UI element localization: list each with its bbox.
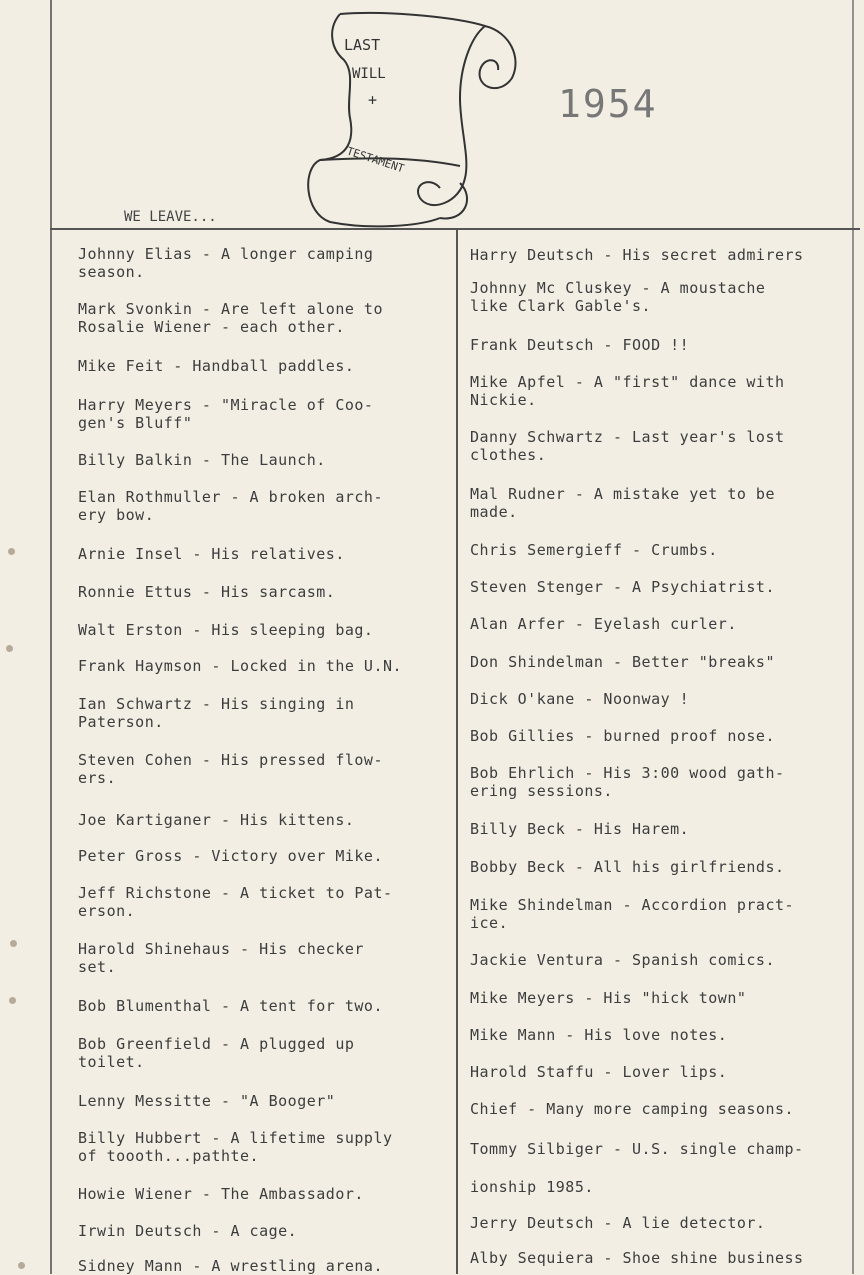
list-item: Jerry Deutsch - A lie detector. <box>470 1214 766 1232</box>
list-item: Howie Wiener - The Ambassador. <box>78 1185 364 1203</box>
list-item: Billy Hubbert - A lifetime supply of toooth...pathte. <box>78 1129 393 1165</box>
list-item: Mike Feit - Handball paddles. <box>78 357 355 375</box>
punch-hole <box>10 940 17 947</box>
list-item: Mike Apfel - A "first" dance with Nickie. <box>470 373 785 409</box>
list-item: ionship 1985. <box>470 1178 594 1196</box>
list-item: Dick O'kane - Noonway ! <box>470 690 690 708</box>
list-item: Lenny Messitte - "A Booger" <box>78 1092 336 1110</box>
list-item: Bob Greenfield - A plugged up toilet. <box>78 1035 355 1071</box>
list-item: Bob Gillies - burned proof nose. <box>470 727 775 745</box>
list-item: Chief - Many more camping seasons. <box>470 1100 795 1118</box>
scroll-text-line1: LAST <box>344 36 381 54</box>
scroll-text-line4: TESTAMENT <box>345 144 406 176</box>
scroll-drawing <box>300 8 530 230</box>
page-left-rule <box>50 0 52 1274</box>
list-item: Mal Rudner - A mistake yet to be made. <box>470 485 775 521</box>
list-item: Mark Svonkin - Are left alone to Rosalie Wiener - each other. <box>78 300 383 336</box>
list-item: Sidney Mann - A wrestling arena. <box>78 1257 383 1275</box>
column-divider <box>456 230 458 1274</box>
list-item: Jackie Ventura - Spanish comics. <box>470 951 775 969</box>
list-item: Steven Stenger - A Psychiatrist. <box>470 578 775 596</box>
list-item: Irwin Deutsch - A cage. <box>78 1222 298 1240</box>
scroll-text-line3: + <box>368 91 378 109</box>
list-item: Bobby Beck - All his girlfriends. <box>470 858 785 876</box>
list-item: Alan Arfer - Eyelash curler. <box>470 615 737 633</box>
list-item: Joe Kartiganer - His kittens. <box>78 811 355 829</box>
list-item: Harry Meyers - "Miracle of Coo- gen's Bluff" <box>78 396 374 432</box>
list-item: Bob Ehrlich - His 3:00 wood gath- ering sessions. <box>470 764 785 800</box>
we-leave-heading: WE LEAVE... <box>124 209 217 225</box>
list-item: Johnny Elias - A longer camping season. <box>78 245 374 281</box>
list-item: Peter Gross - Victory over Mike. <box>78 847 383 865</box>
list-item: Jeff Richstone - A ticket to Pat- erson. <box>78 884 393 920</box>
list-item: Danny Schwartz - Last year's lost clothes. <box>470 428 785 464</box>
list-item: Frank Haymson - Locked in the U.N. <box>78 657 403 675</box>
list-item: Steven Cohen - His pressed flow- ers. <box>78 751 383 787</box>
list-item: Mike Mann - His love notes. <box>470 1026 728 1044</box>
list-item: Tommy Silbiger - U.S. single champ- <box>470 1140 804 1158</box>
list-item: Mike Meyers - His "hick town" <box>470 989 747 1007</box>
list-item: Don Shindelman - Better "breaks" <box>470 653 775 671</box>
list-item: Arnie Insel - His relatives. <box>78 545 345 563</box>
list-item: Chris Semergieff - Crumbs. <box>470 541 718 559</box>
list-item: Ronnie Ettus - His sarcasm. <box>78 583 336 601</box>
punch-hole <box>18 1262 25 1269</box>
page-right-rule <box>852 0 854 1274</box>
year-label: 1954 <box>558 82 658 126</box>
list-item: Mike Shindelman - Accordion pract- ice. <box>470 896 795 932</box>
list-item: Harold Shinehaus - His checker set. <box>78 940 364 976</box>
list-item: Frank Deutsch - FOOD !! <box>470 336 690 354</box>
punch-hole <box>9 997 16 1004</box>
list-item: Johnny Mc Cluskey - A moustache like Clark Gable's. <box>470 279 766 315</box>
list-item: Alby Sequiera - Shoe shine business <box>470 1249 804 1267</box>
list-item: Ian Schwartz - His singing in Paterson. <box>78 695 355 731</box>
list-item: Elan Rothmuller - A broken arch- ery bow. <box>78 488 383 524</box>
list-item: Harry Deutsch - His secret admirers <box>470 246 804 264</box>
list-item: Bob Blumenthal - A tent for two. <box>78 997 383 1015</box>
list-item: Billy Beck - His Harem. <box>470 820 690 838</box>
list-item: Harold Staffu - Lover lips. <box>470 1063 728 1081</box>
scroll-text-line2: WILL <box>352 66 386 82</box>
list-item: Billy Balkin - The Launch. <box>78 451 326 469</box>
punch-hole <box>8 548 15 555</box>
punch-hole <box>6 645 13 652</box>
list-item: Walt Erston - His sleeping bag. <box>78 621 374 639</box>
